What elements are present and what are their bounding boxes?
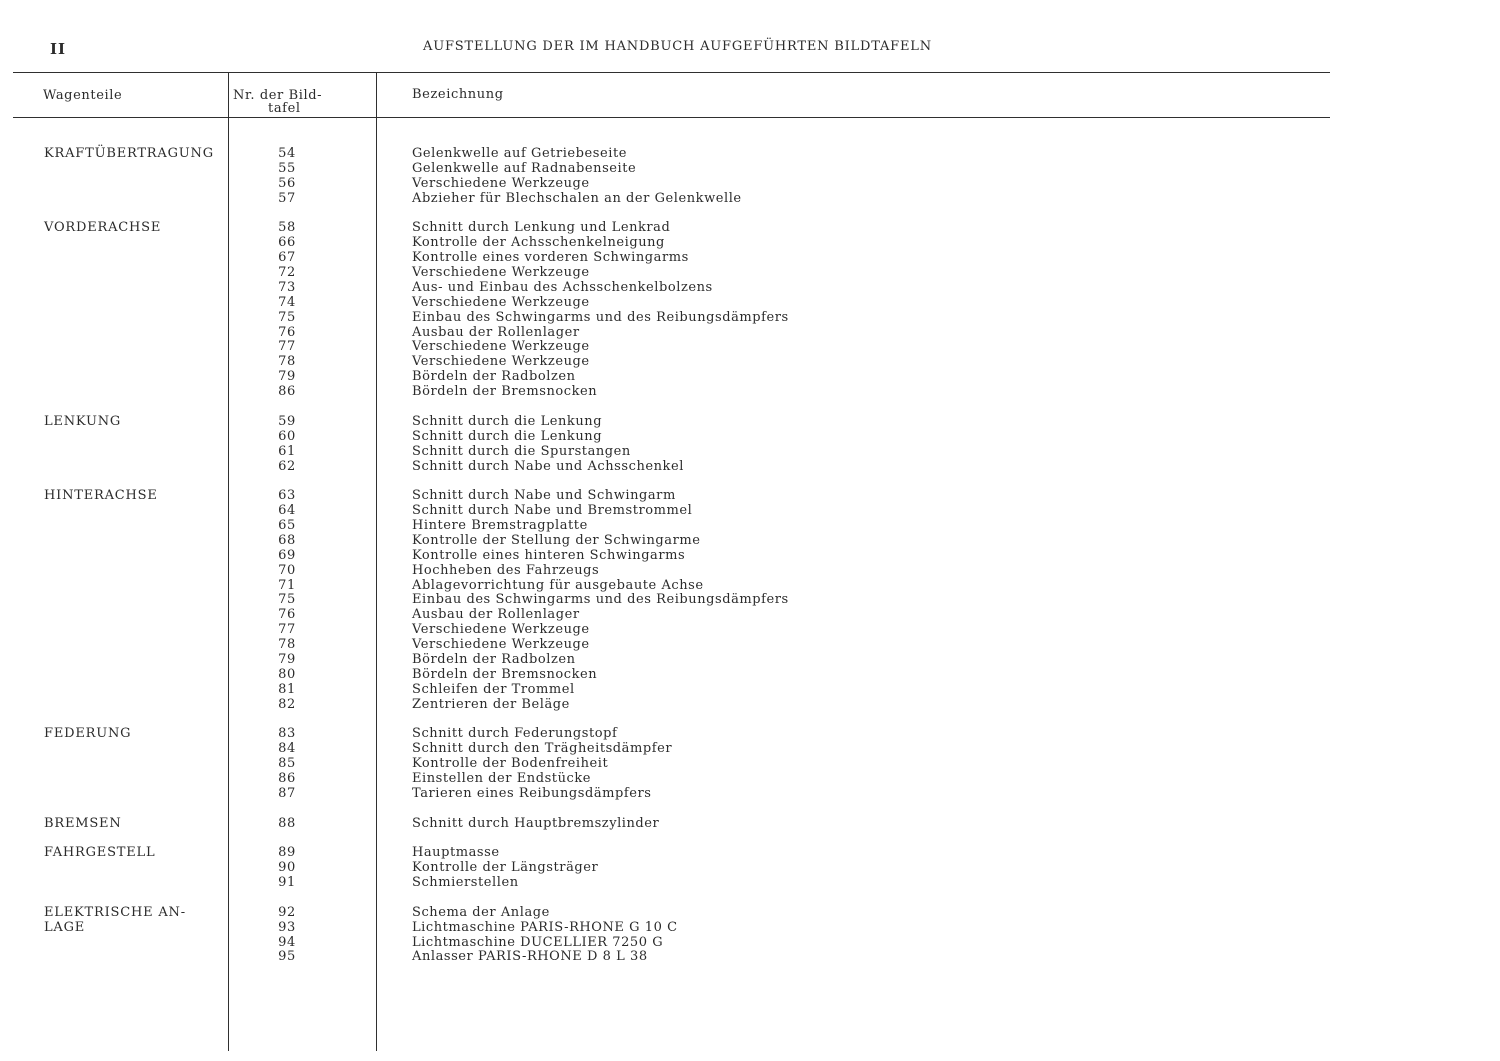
table-row xyxy=(0,668,1500,683)
table-row xyxy=(0,460,1500,475)
section-part-label: BREMSEN xyxy=(44,815,122,831)
table-row xyxy=(0,772,1500,787)
plate-description: Kontrolle der Stellung der Schwingarme xyxy=(412,532,701,548)
table-row xyxy=(0,608,1500,623)
table-row xyxy=(0,742,1500,757)
plate-number: 71 xyxy=(278,577,296,593)
plate-number: 85 xyxy=(278,756,296,772)
plate-description: Schnitt durch Nabe und Achsschenkel xyxy=(412,458,684,474)
table-row xyxy=(0,653,1500,668)
table-row xyxy=(0,251,1500,266)
plate-description: Schnitt durch Federungstopf xyxy=(412,726,618,742)
table-row xyxy=(0,430,1500,445)
plate-description: Lichtmaschine PARIS-RHONE G 10 C xyxy=(412,919,678,935)
plate-description: Schnitt durch Lenkung und Lenkrad xyxy=(412,220,671,236)
plate-number: 95 xyxy=(278,949,296,965)
table-row xyxy=(0,504,1500,519)
plate-description: Schema der Anlage xyxy=(412,904,550,920)
plate-description: Gelenkwelle auf Getriebeseite xyxy=(412,146,627,161)
plate-number: 90 xyxy=(278,860,296,876)
plate-number: 77 xyxy=(278,622,296,638)
header-bottom-rule xyxy=(13,117,1330,118)
plate-description: Abzieher für Blechschalen an der Gelenkwelle xyxy=(412,190,742,206)
plate-description: Kontrolle eines vorderen Schwingarms xyxy=(412,250,689,266)
section xyxy=(0,846,1500,891)
plate-number: 64 xyxy=(278,503,296,519)
plate-number: 76 xyxy=(278,324,296,340)
plate-description: Schleifen der Trommel xyxy=(412,681,575,697)
plate-number: 87 xyxy=(278,785,296,801)
table-row xyxy=(0,564,1500,579)
plate-number: 91 xyxy=(278,875,296,891)
section-part-label: HINTERACHSE xyxy=(44,488,158,504)
plate-number: 60 xyxy=(278,428,296,444)
plate-description: Ablagevorrichtung für ausgebaute Achse xyxy=(412,577,704,593)
plate-description: Verschiedene Werkzeuge xyxy=(412,265,590,281)
plate-description: Kontrolle eines hinteren Schwingarms xyxy=(412,547,686,563)
plate-number: 79 xyxy=(278,652,296,667)
plate-description: Ausbau der Rollenlager xyxy=(412,324,580,340)
plate-description: Verschiedene Werkzeuge xyxy=(412,294,590,310)
plate-number: 54 xyxy=(278,146,296,161)
table-row xyxy=(0,698,1500,713)
table-row xyxy=(0,311,1500,326)
section xyxy=(0,221,1500,400)
plate-description: Verschiedene Werkzeuge xyxy=(412,339,590,355)
table-row xyxy=(0,236,1500,251)
section-part-label: FAHRGESTELL xyxy=(44,845,156,861)
section xyxy=(0,817,1500,832)
table-row xyxy=(0,936,1500,951)
plate-number: 61 xyxy=(278,443,296,459)
plate-description: Schnitt durch die Lenkung xyxy=(412,428,603,444)
table-row xyxy=(0,787,1500,802)
table-row xyxy=(0,370,1500,385)
plate-number: 93 xyxy=(278,919,296,935)
table-row xyxy=(0,534,1500,549)
plate-number: 69 xyxy=(278,547,296,563)
plate-description: Bördeln der Radbolzen xyxy=(412,369,576,385)
plate-description: Schnitt durch Hauptbremszylinder xyxy=(412,815,660,831)
plate-number: 94 xyxy=(278,934,296,950)
plate-number: 92 xyxy=(278,904,296,920)
section-part-label: VORDERACHSE xyxy=(44,220,162,236)
plate-number: 73 xyxy=(278,279,296,295)
table-row xyxy=(0,549,1500,564)
plate-description: Schnitt durch Nabe und Schwingarm xyxy=(412,488,676,504)
plate-number: 89 xyxy=(278,845,296,861)
column-header-nr xyxy=(233,89,373,115)
plate-number: 70 xyxy=(278,562,296,578)
table-row xyxy=(0,326,1500,341)
table-row xyxy=(0,177,1500,192)
section xyxy=(0,489,1500,712)
plate-description: Verschiedene Werkzeuge xyxy=(412,637,590,653)
plate-number: 79 xyxy=(278,369,296,385)
table-row xyxy=(0,445,1500,460)
table-row xyxy=(0,579,1500,594)
table-row xyxy=(0,415,1500,430)
table-row xyxy=(0,281,1500,296)
plate-description: Einbau des Schwingarms und des Reibungsdämpfers xyxy=(412,592,789,608)
section-part-label: FEDERUNG xyxy=(44,726,132,742)
plate-number: 84 xyxy=(278,741,296,757)
plate-number: 75 xyxy=(278,592,296,608)
plate-number: 77 xyxy=(278,339,296,355)
plate-description: Ausbau der Rollenlager xyxy=(412,607,580,623)
section-part-label: ELEKTRISCHE AN- LAGE xyxy=(44,904,186,935)
table-row xyxy=(0,221,1500,236)
plate-number: 74 xyxy=(278,294,296,310)
plate-description: Schmierstellen xyxy=(412,875,519,891)
plate-number: 86 xyxy=(278,384,296,400)
plate-number: 80 xyxy=(278,666,296,682)
section xyxy=(0,415,1500,475)
table-row xyxy=(0,355,1500,370)
section xyxy=(0,906,1500,966)
column-header-part: Wagenteile xyxy=(43,88,123,103)
column-header-nr-line1: Nr. der Bild- xyxy=(233,88,323,103)
plate-description: Kontrolle der Achsschenkelneigung xyxy=(412,235,665,251)
plate-description: Schnitt durch den Trägheitsdämpfer xyxy=(412,741,673,757)
plate-description: Hauptmasse xyxy=(412,845,500,861)
table-row xyxy=(0,638,1500,653)
plate-number: 75 xyxy=(278,309,296,325)
table-row xyxy=(0,757,1500,772)
plate-number: 81 xyxy=(278,681,296,697)
plate-number: 56 xyxy=(278,175,296,191)
plate-number: 63 xyxy=(278,488,296,504)
plate-description: Einstellen der Endstücke xyxy=(412,771,591,787)
plate-number: 82 xyxy=(278,696,296,712)
plate-number: 59 xyxy=(278,413,296,429)
plate-description: Zentrieren der Beläge xyxy=(412,696,570,712)
plate-description: Gelenkwelle auf Radnabenseite xyxy=(412,160,637,176)
section-part-label: KRAFTÜBERTRAGUNG xyxy=(44,146,214,161)
table-row xyxy=(0,727,1500,742)
table-row xyxy=(0,950,1500,965)
table-row xyxy=(0,519,1500,534)
plate-number: 62 xyxy=(278,458,296,474)
plate-description: Tarieren eines Reibungsdämpfers xyxy=(412,785,652,801)
plate-number: 83 xyxy=(278,726,296,742)
plate-number: 55 xyxy=(278,160,296,176)
plate-description: Einbau des Schwingarms und des Reibungsdämpfers xyxy=(412,309,789,325)
plate-number: 66 xyxy=(278,235,296,251)
plate-description: Lichtmaschine DUCELLIER 7250 G xyxy=(412,934,664,950)
column-header-description: Bezeichnung xyxy=(412,87,504,102)
table-row xyxy=(0,489,1500,504)
plate-description: Verschiedene Werkzeuge xyxy=(412,354,590,370)
plate-description: Kontrolle der Bodenfreiheit xyxy=(412,756,609,772)
plate-number: 58 xyxy=(278,220,296,236)
plate-description: Hintere Bremstragplatte xyxy=(412,517,588,533)
plate-number: 67 xyxy=(278,250,296,266)
plate-description: Bördeln der Bremsnocken xyxy=(412,384,598,400)
plate-number: 88 xyxy=(278,815,296,831)
page-title: AUFSTELLUNG DER IM HANDBUCH AUFGEFÜHRTEN BILDTAFELN xyxy=(423,39,932,54)
plate-description: Bördeln der Bremsnocken xyxy=(412,666,598,682)
section xyxy=(0,147,1500,207)
plate-description: Schnitt durch die Lenkung xyxy=(412,413,603,429)
plate-description: Anlasser PARIS-RHONE D 8 L 38 xyxy=(412,949,648,965)
table-row xyxy=(0,296,1500,311)
table-top-rule xyxy=(13,72,1330,73)
table-row xyxy=(0,623,1500,638)
plate-number: 72 xyxy=(278,265,296,281)
table-row xyxy=(0,266,1500,281)
plate-description: Hochheben des Fahrzeugs xyxy=(412,562,600,578)
plate-description: Bördeln der Radbolzen xyxy=(412,652,576,667)
plate-description: Verschiedene Werkzeuge xyxy=(412,175,590,191)
plate-list xyxy=(0,147,1500,980)
plate-description: Aus- und Einbau des Achsschenkelbolzens xyxy=(412,279,713,295)
table-row xyxy=(0,593,1500,608)
plate-number: 76 xyxy=(278,607,296,623)
table-row xyxy=(0,340,1500,355)
section-part-label: LENKUNG xyxy=(44,413,122,429)
plate-number: 68 xyxy=(278,532,296,548)
plate-description: Verschiedene Werkzeuge xyxy=(412,622,590,638)
table-row xyxy=(0,846,1500,861)
page-number: II xyxy=(50,40,67,58)
section xyxy=(0,727,1500,801)
plate-number: 57 xyxy=(278,190,296,206)
column-header-nr-line2: tafel xyxy=(268,101,301,116)
plate-number: 65 xyxy=(278,517,296,533)
table-row xyxy=(0,385,1500,400)
table-row xyxy=(0,162,1500,177)
table-row xyxy=(0,921,1500,936)
plate-number: 78 xyxy=(278,354,296,370)
table-row xyxy=(0,861,1500,876)
plate-description: Schnitt durch Nabe und Bremstrommel xyxy=(412,503,693,519)
plate-description: Kontrolle der Längsträger xyxy=(412,860,599,876)
plate-description: Schnitt durch die Spurstangen xyxy=(412,443,631,459)
table-row xyxy=(0,817,1500,832)
plate-number: 78 xyxy=(278,637,296,653)
table-row xyxy=(0,147,1500,162)
plate-number: 86 xyxy=(278,771,296,787)
table-row xyxy=(0,683,1500,698)
table-row xyxy=(0,192,1500,207)
table-row xyxy=(0,876,1500,891)
